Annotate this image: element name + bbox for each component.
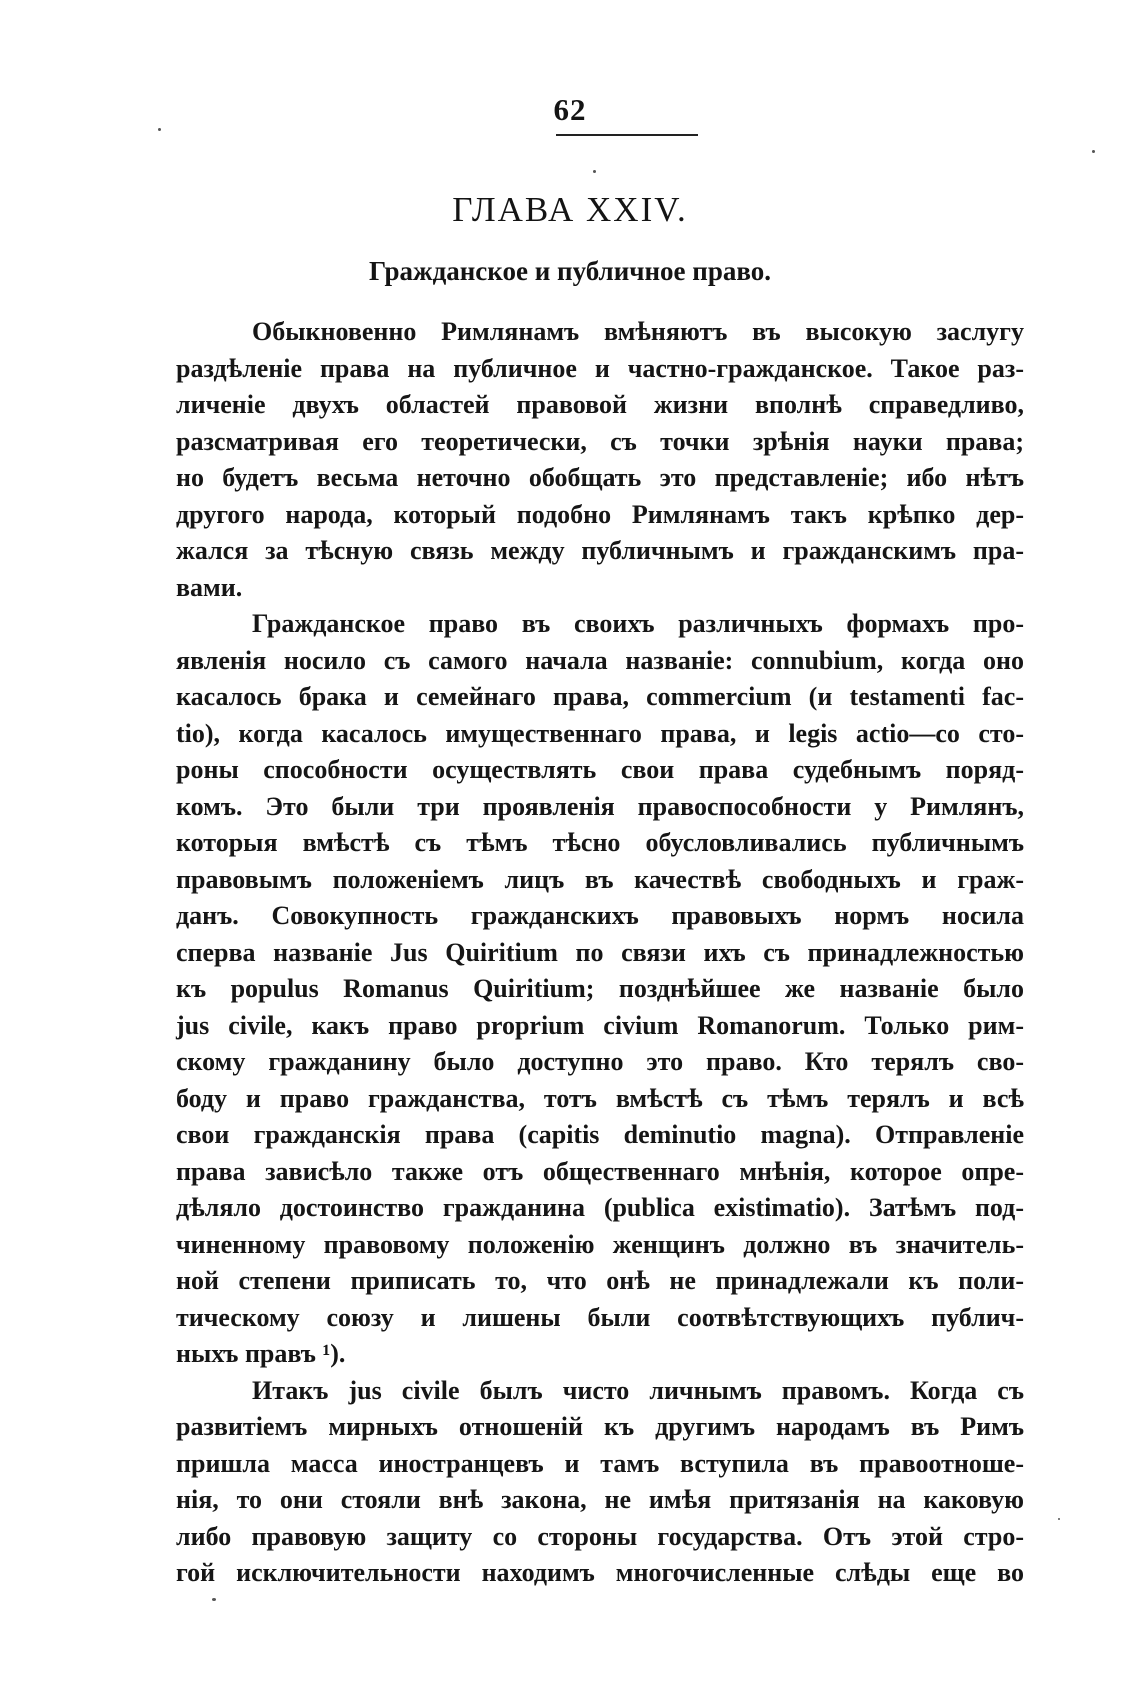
- text-line: либо правовую защиту со стороны государства. Отъ этой стро-: [176, 1521, 1024, 1551]
- text-line: дѣляло достоинство гражданина (publica existimatio). Затѣмъ под-: [176, 1193, 1024, 1222]
- body-text: [176, 314, 1024, 1592]
- text-line: нія, то они стояли внѣ закона, не имѣя притязанія на каковую: [176, 1485, 1024, 1514]
- text-line: къ populus Romanus Quiritium; позднѣйшее же названіе было: [176, 974, 1024, 1003]
- text-line: jus civile, какъ право proprium civium Romanorum. Только рим-: [176, 1010, 1024, 1040]
- text-line: явленія носило съ самого начала названіе: connubium, когда оно: [176, 645, 1024, 675]
- text-line: свои гражданскія права (capitis deminutio magna). Отправленіе: [176, 1120, 1024, 1149]
- text-line: tio), когда касалось имущественнаго права, и legis actio—со сто-: [176, 718, 1024, 748]
- text-line: правовымъ положеніемъ лицъ въ качествѣ свободныхъ и граж-: [176, 864, 1024, 894]
- text-line: пришла масса иностранцевъ и тамъ вступила въ правоотноше-: [176, 1448, 1024, 1478]
- section-title: Гражданское и публичное право.: [369, 256, 771, 286]
- paragraph-2: [176, 606, 1024, 1373]
- text-line: касалось брака и семейнаго права, commercium (и testamenti fac-: [176, 682, 1024, 711]
- text-line: гой исключительности находимъ многочисленные слѣды еще во: [176, 1558, 1024, 1587]
- chapter-title: ГЛАВА XXIV.: [452, 190, 688, 229]
- text-line: но будетъ весьма неточно обобщать это представленіе; ибо нѣтъ: [176, 463, 1024, 492]
- paragraph-3: [176, 1373, 1024, 1592]
- scan-speck: [593, 170, 596, 173]
- paragraph-1: [176, 314, 1024, 606]
- scan-speck: [158, 128, 161, 131]
- text-line: скому гражданину было доступно это право. Кто терялъ сво-: [176, 1047, 1024, 1076]
- text-line: роны способности осуществлять свои права судебнымъ поряд-: [176, 755, 1024, 784]
- text-line: комъ. Это были три проявленія правоспособности у Римлянъ,: [176, 791, 1024, 821]
- scan-speck: [1058, 1518, 1060, 1520]
- text-line: которыя вмѣстѣ съ тѣмъ тѣсно обусловливались публичнымъ: [176, 828, 1024, 857]
- text-line: личеніе двухъ областей правовой жизни вполнѣ справедливо,: [176, 390, 1024, 419]
- text-line: другого народа, который подобно Римлянамъ такъ крѣпко дер-: [176, 499, 1024, 529]
- page-number: 62: [553, 92, 587, 127]
- text-line: Гражданское право въ своихъ различныхъ формахъ про-: [252, 609, 1024, 638]
- text-line: тическому союзу и лишены были соотвѣтствующихъ публич-: [176, 1302, 1024, 1332]
- text-line: ной степени приписать то, что онѣ не принадлежали къ поли-: [176, 1266, 1024, 1295]
- text-line: Итакъ jus civile былъ чисто личнымъ правомъ. Когда съ: [252, 1375, 1024, 1405]
- text-line: Обыкновенно Римлянамъ вмѣняютъ въ высокую заслугу: [252, 317, 1024, 346]
- text-line: развитіемъ мирныхъ отношеній къ другимъ народамъ въ Римъ: [176, 1412, 1024, 1441]
- text-line: чиненному правовому положенію женщинъ должно въ значитель-: [176, 1229, 1024, 1259]
- text-line: права зависѣло также отъ общественнаго мнѣнія, которое опре-: [176, 1156, 1024, 1186]
- text-line: боду и право гражданства, тотъ вмѣстѣ съ тѣмъ терялъ и всѣ: [176, 1083, 1024, 1113]
- text-line: разсматривая его теоретически, съ точки зрѣнія науки права;: [176, 426, 1024, 456]
- page-number-rule: [556, 134, 698, 136]
- text-line: сперва названіе Jus Quiritium по связи ихъ съ принадлежностью: [176, 937, 1024, 967]
- scan-speck: [212, 1598, 216, 1601]
- text-line: вами.: [176, 572, 243, 602]
- text-line: данъ. Совокупность гражданскихъ правовыхъ нормъ носила: [176, 901, 1024, 930]
- scan-speck: [1092, 150, 1095, 153]
- text-line: жался за тѣсную связь между публичнымъ и гражданскимъ пра-: [176, 536, 1024, 565]
- text-line: ныхъ правъ ¹).: [176, 1339, 346, 1368]
- text-line: раздѣленіе права на публичное и частно-гражданское. Такое раз-: [176, 353, 1024, 383]
